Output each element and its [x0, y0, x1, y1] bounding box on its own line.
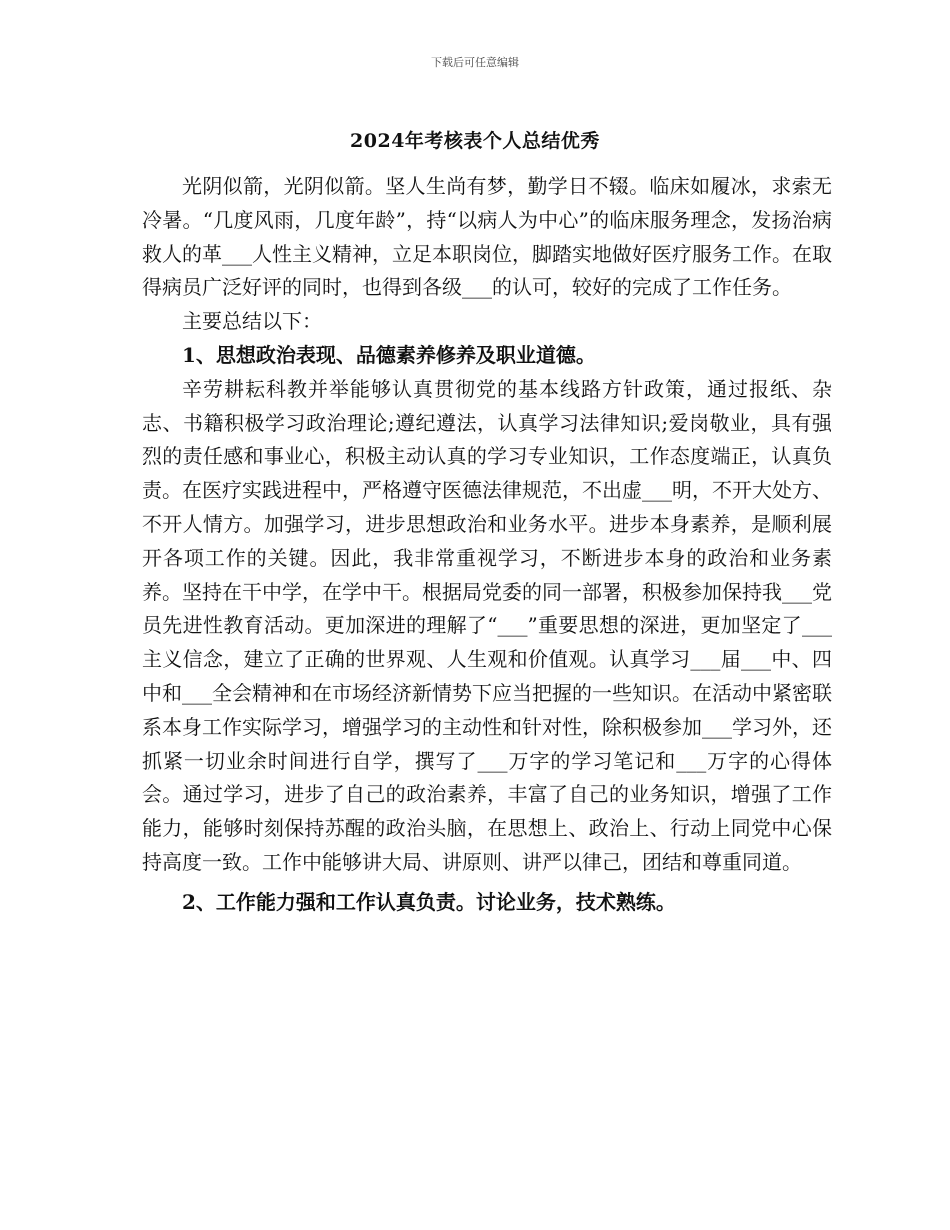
document-body	[142, 170, 832, 920]
intro-paragraph: 光阴似箭，光阴似箭。坚人生尚有梦，勤学日不辍。临床如履冰，求索无冷暑。“几度风雨，几度年龄”，持“以病人为中心”的临床服务理念，发扬治病救人的革___人性主义精神，立足本职岗位，脚踏实地做好医疗服务工作。在取得病员广泛好评的同时，也得到各级___的认可，较好的完成了工作任务。	[142, 174, 832, 300]
download-editable-note: 下载后可任意编辑	[431, 56, 519, 69]
section-heading-1: 1、思想政治表现、品德素养修养及职业道德。	[182, 342, 596, 367]
section-heading-2: 2、工作能力强和工作认真负责。讨论业务，技术熟练。	[182, 889, 676, 914]
summary-lead-paragraph: 主要总结以下：	[182, 309, 322, 334]
section-1-body-paragraph: 辛劳耕耘科教并举能够认真贯彻党的基本线路方针政策，通过报纸、杂志、书籍积极学习政治理论;遵纪遵法，认真学习法律知识;爱岗敬业，具有强烈的责任感和事业心，积极主动认真的学习专业知识，工作态度端正，认真负责。在医疗实践进程中，严格遵守医德法律规范，不出虚___明，不开大处方、不开人情方。加强学习，进步思想政治和业务水平。进步本身素养，是顺利展开各项工作的关键。因此，我非常重视学习，不断进步本身的政治和业务素养。坚持在干中学，在学中干。根据局党委的同一部署，积极参加保持我___党员先进性教育活动。更加深进的理解了“___”重要思想的深进，更加坚定了___主义信念，建立了正确的世界观、人生观和价值观。认真学习___届___中、四中和___全会精神和在市场经济新情势下应当把握的一些知识。在活动中紧密联系本身工作实际学习，增强学习的主动性和针对性，除积极参加___学习外，还抓紧一切业余时间进行自学，撰写了___万字的学习笔记和___万字的心得体会。通过学习，进步了自己的政治素养，丰富了自己的业务知识，增强了工作能力，能够时刻保持苏醒的政治头脑，在思想上、政治上、行动上同党中心保持高度一致。工作中能够讲大局、讲原则、讲严以律己，团结和尊重同道。	[142, 376, 832, 874]
document-title: 2024年考核表个人总结优秀	[350, 130, 600, 152]
